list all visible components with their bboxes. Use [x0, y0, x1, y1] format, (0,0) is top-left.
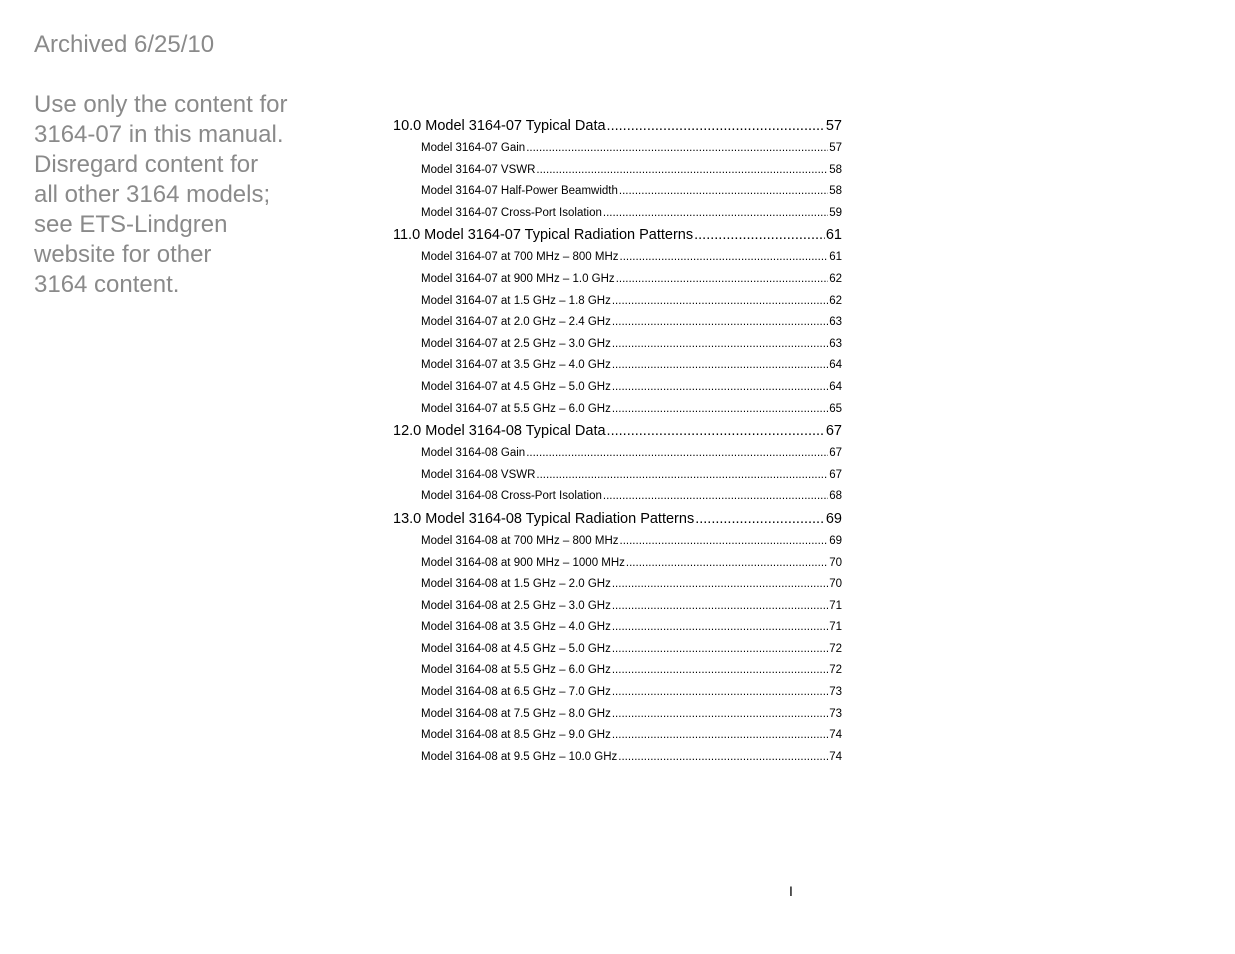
toc-entry-page: 58	[829, 163, 842, 176]
toc-entry[interactable]	[393, 334, 842, 356]
toc-heading-title: 13.0 Model 3164-08 Typical Radiation Patterns	[393, 510, 695, 527]
toc-entry-title: Model 3164-07 at 5.5 GHz – 6.0 GHz	[421, 402, 611, 415]
toc-heading-title: 10.0 Model 3164-07 Typical Data	[393, 118, 606, 134]
dot-leader	[526, 443, 828, 465]
toc-entry-page: 65	[829, 402, 842, 415]
dot-leader	[612, 312, 828, 334]
toc-entry-title: Model 3164-08 at 6.5 GHz – 7.0 GHz	[421, 686, 611, 699]
toc-entry-title: Model 3164-07 at 4.5 GHz – 5.0 GHz	[421, 380, 611, 393]
toc-entry-title: Model 3164-07 at 3.5 GHz – 4.0 GHz	[421, 359, 611, 372]
toc-entry-title: Model 3164-08 at 5.5 GHz – 6.0 GHz	[421, 664, 611, 677]
dot-leader	[612, 399, 828, 421]
toc-entry-page: 62	[829, 272, 842, 285]
toc-section	[393, 224, 842, 420]
archive-instruction-line: all other 3164 models;	[34, 181, 271, 208]
dot-leader	[607, 115, 825, 138]
dot-leader	[612, 355, 828, 377]
toc-entry-page: 72	[829, 642, 842, 655]
toc-entry-title: Model 3164-08 at 1.5 GHz – 2.0 GHz	[421, 578, 611, 591]
toc-entry-title: Model 3164-08 at 2.5 GHz – 3.0 GHz	[421, 599, 611, 612]
dot-leader	[620, 247, 829, 269]
toc-entry-title: Model 3164-08 at 9.5 GHz – 10.0 GHz	[421, 750, 618, 763]
toc-entry-title: Model 3164-08 at 3.5 GHz – 4.0 GHz	[421, 621, 611, 634]
archive-instruction-line: 3164-07 in this manual.	[34, 121, 284, 148]
dot-leader	[526, 138, 828, 160]
toc-entry[interactable]	[393, 203, 842, 225]
dot-leader	[616, 269, 829, 291]
dot-leader	[620, 531, 829, 553]
toc-entry[interactable]	[393, 725, 842, 747]
dot-leader	[612, 291, 828, 313]
dot-leader	[612, 377, 828, 399]
archive-instruction-line: Disregard content for	[34, 151, 259, 178]
archive-instruction-line: 3164 content.	[34, 271, 180, 298]
dot-leader	[536, 465, 828, 487]
toc-entry-title: Model 3164-07 at 900 MHz – 1.0 GHz	[421, 272, 615, 285]
dot-leader	[626, 553, 828, 575]
toc-entry[interactable]	[393, 486, 842, 508]
toc-entry-page: 73	[829, 686, 842, 699]
dot-leader	[612, 334, 828, 356]
toc-entry-page: 67	[829, 468, 842, 481]
toc-entry[interactable]	[393, 269, 842, 291]
toc-heading-page: 61	[825, 227, 842, 244]
toc-entry-title: Model 3164-07 VSWR	[421, 163, 536, 176]
toc-entry-title: Model 3164-08 Gain	[421, 447, 526, 460]
archive-instruction-line: website for other	[34, 241, 212, 268]
toc-entry-page: 64	[829, 380, 842, 393]
dot-leader	[603, 486, 828, 508]
toc-entry[interactable]	[393, 747, 842, 769]
toc-entry[interactable]	[393, 596, 842, 618]
toc-entry-page: 61	[829, 251, 842, 264]
archive-date: Archived 6/25/10	[34, 31, 215, 58]
toc-entry[interactable]	[393, 617, 842, 639]
toc-entry[interactable]	[393, 531, 842, 553]
toc-entry[interactable]	[393, 465, 842, 487]
dot-leader	[612, 682, 828, 704]
toc-entry[interactable]	[393, 399, 842, 421]
table-of-contents	[393, 114, 842, 768]
dot-leader	[695, 508, 825, 531]
toc-entry-page: 62	[829, 294, 842, 307]
toc-heading-title: 11.0 Model 3164-07 Typical Radiation Patterns	[393, 227, 694, 244]
toc-entry-title: Model 3164-08 at 700 MHz – 800 MHz	[421, 534, 619, 547]
toc-entry-title: Model 3164-08 at 4.5 GHz – 5.0 GHz	[421, 642, 611, 655]
toc-entry[interactable]	[393, 660, 842, 682]
toc-heading-page: 69	[825, 510, 842, 527]
toc-entry-page: 71	[829, 621, 842, 634]
toc-entry-page: 63	[829, 316, 842, 329]
toc-entry[interactable]	[393, 443, 842, 465]
archive-instruction-line: see ETS-Lindgren	[34, 211, 228, 238]
toc-entry[interactable]	[393, 160, 842, 182]
dot-leader	[612, 596, 828, 618]
toc-heading[interactable]	[393, 115, 842, 138]
toc-entry[interactable]	[393, 553, 842, 575]
toc-entry-page: 71	[829, 599, 842, 612]
dot-leader	[536, 160, 828, 182]
toc-entry[interactable]	[393, 639, 842, 661]
page-number: I	[789, 883, 793, 899]
toc-entry-page: 74	[829, 729, 842, 742]
toc-heading[interactable]	[393, 420, 842, 443]
toc-entry[interactable]	[393, 291, 842, 313]
toc-entry-title: Model 3164-07 Gain	[421, 142, 526, 154]
toc-entry-page: 74	[829, 750, 842, 763]
toc-entry-title: Model 3164-07 at 2.0 GHz – 2.4 GHz	[421, 316, 611, 329]
toc-heading-page: 57	[825, 118, 842, 134]
toc-heading[interactable]	[393, 508, 842, 531]
dot-leader	[694, 224, 825, 247]
toc-entry[interactable]	[393, 181, 842, 203]
toc-entry-page: 57	[829, 142, 842, 154]
toc-entry[interactable]	[393, 138, 842, 160]
toc-entry-page: 67	[829, 447, 842, 460]
dot-leader	[612, 704, 828, 726]
toc-section	[393, 115, 842, 224]
toc-entry-title: Model 3164-08 at 8.5 GHz – 9.0 GHz	[421, 729, 611, 742]
dot-leader	[612, 639, 828, 661]
dot-leader	[612, 725, 828, 747]
toc-entry-title: Model 3164-07 at 700 MHz – 800 MHz	[421, 251, 619, 264]
archive-instructions	[34, 90, 354, 300]
toc-heading-title: 12.0 Model 3164-08 Typical Data	[393, 423, 606, 440]
toc-entry-title: Model 3164-08 at 7.5 GHz – 8.0 GHz	[421, 707, 611, 720]
toc-entry[interactable]	[393, 312, 842, 334]
toc-entry-page: 70	[829, 556, 842, 569]
dot-leader	[603, 203, 828, 225]
toc-entry-title: Model 3164-08 Cross-Port Isolation	[421, 490, 602, 503]
toc-entry[interactable]	[393, 682, 842, 704]
toc-entry-page: 70	[829, 578, 842, 591]
toc-entry-title: Model 3164-07 at 2.5 GHz – 3.0 GHz	[421, 337, 611, 350]
toc-entry-page: 59	[829, 206, 842, 219]
toc-entry-page: 73	[829, 707, 842, 720]
toc-entry-page: 69	[829, 534, 842, 547]
toc-entry-page: 72	[829, 664, 842, 677]
toc-entry[interactable]	[393, 377, 842, 399]
toc-entry[interactable]	[393, 574, 842, 596]
archive-instruction-line: Use only the content for	[34, 91, 288, 118]
dot-leader	[612, 574, 828, 596]
toc-entry-title: Model 3164-08 VSWR	[421, 468, 536, 481]
toc-section	[393, 420, 842, 508]
toc-entry-page: 64	[829, 359, 842, 372]
toc-heading[interactable]	[393, 224, 842, 247]
toc-entry-title: Model 3164-07 at 1.5 GHz – 1.8 GHz	[421, 294, 611, 307]
toc-entry-page: 68	[829, 490, 842, 503]
toc-entry-page: 58	[829, 185, 842, 198]
toc-entry[interactable]	[393, 247, 842, 269]
dot-leader	[607, 420, 825, 443]
toc-entry-title: Model 3164-07 Cross-Port Isolation	[421, 206, 602, 219]
toc-heading-page: 67	[825, 423, 842, 440]
toc-entry-title: Model 3164-08 at 900 MHz – 1000 MHz	[421, 556, 625, 569]
dot-leader	[612, 660, 828, 682]
dot-leader	[618, 747, 828, 769]
dot-leader	[612, 617, 828, 639]
toc-entry[interactable]	[393, 704, 842, 726]
toc-entry-title: Model 3164-07 Half-Power Beamwidth	[421, 185, 618, 198]
archive-note	[34, 30, 354, 300]
dot-leader	[619, 181, 828, 203]
toc-section	[393, 508, 842, 769]
toc-entry-page: 63	[829, 337, 842, 350]
toc-entry[interactable]	[393, 355, 842, 377]
